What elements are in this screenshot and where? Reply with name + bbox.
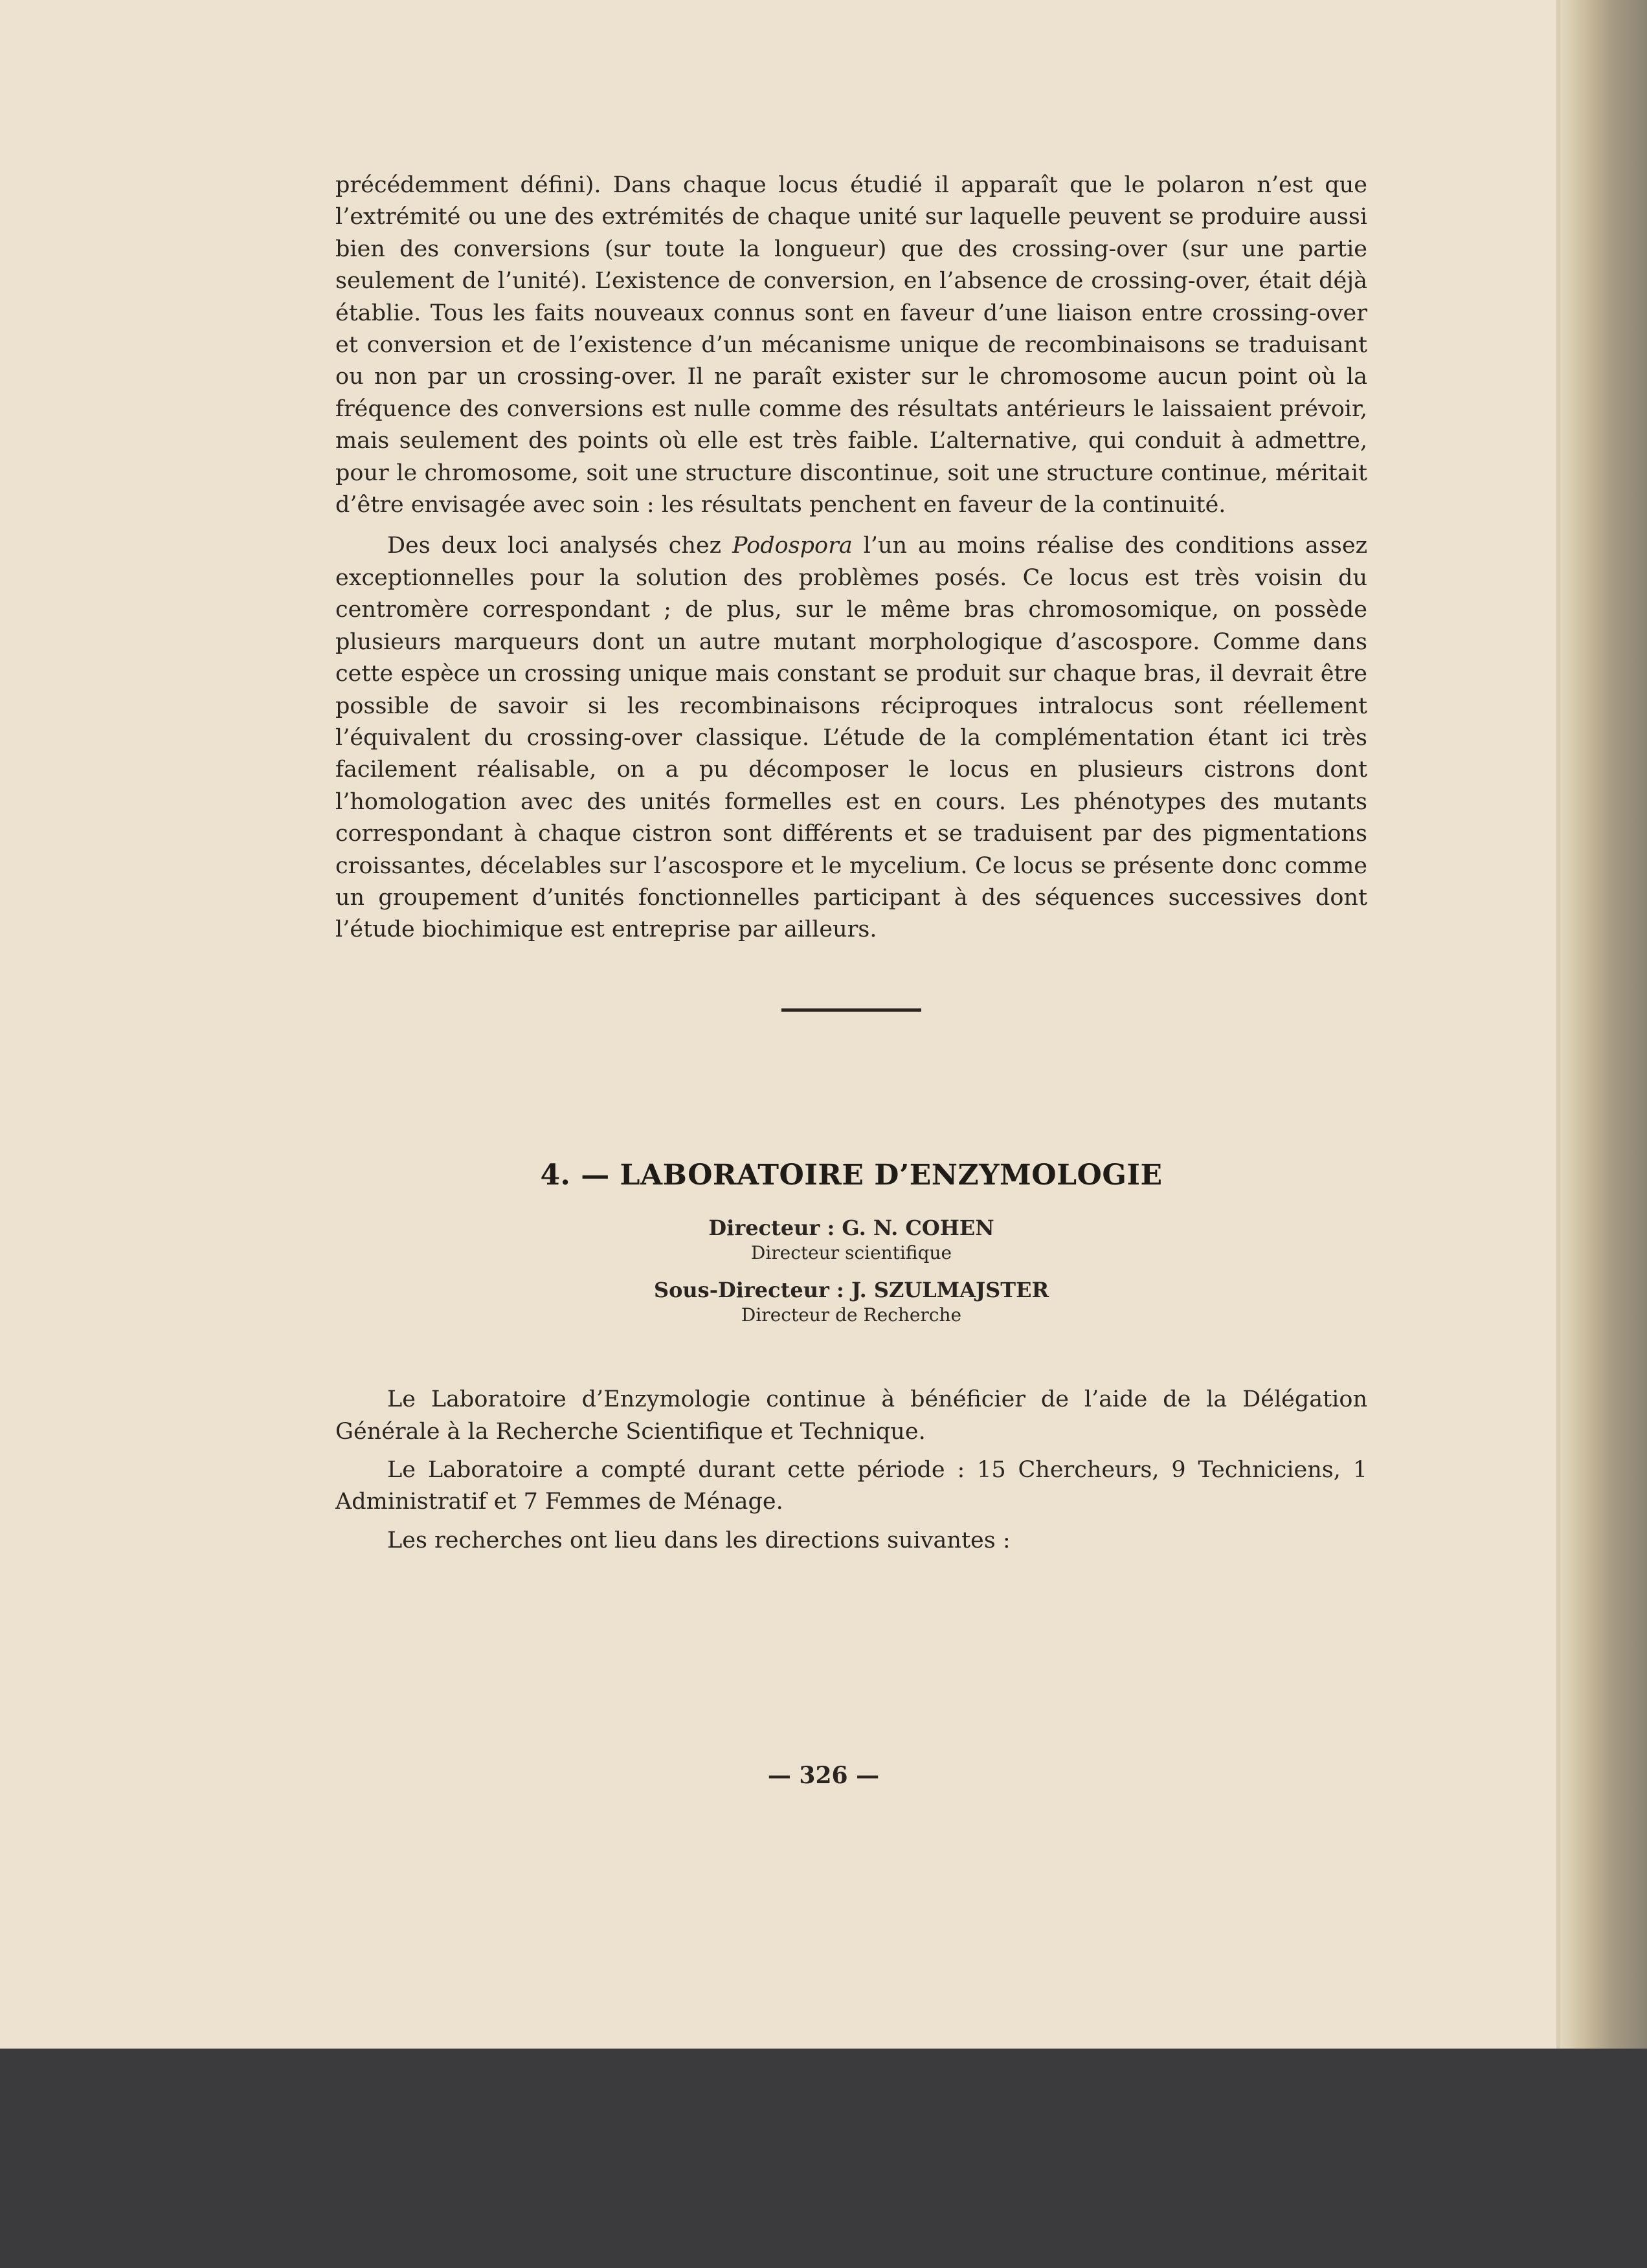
director-line: Directeur : G. N. COHEN — [708, 1216, 994, 1241]
genus-name-italic: Podospora — [732, 533, 853, 559]
paragraph-podospora-start: Des deux loci analysés chez — [387, 533, 732, 559]
paragraph-staff-count: Le Laboratoire a compté durant cette période : 15 Chercheurs, 9 Techniciens, 1 Administratif et 7 Femmes de Ménage. — [335, 1456, 1367, 1515]
sub-director-role: Directeur de Recherche — [741, 1304, 962, 1326]
page-edge — [1556, 0, 1560, 2049]
staff-block — [335, 1214, 1367, 1327]
paragraph-funding: Le Laboratoire d’Enzymologie continue à bénéficier de l’aide de la Délégation Générale à la Recherche Scientifique et Technique. — [335, 1386, 1367, 1445]
paragraph-directions: Les recherches ont lieu dans les directions suivantes : — [387, 1527, 1011, 1553]
book-gutter-shadow — [1556, 0, 1647, 2049]
director-role: Directeur scientifique — [750, 1242, 952, 1264]
paragraph-podospora — [335, 530, 1367, 946]
scanner-background — [0, 2049, 1647, 2268]
section-title: 4. — LABORATOIRE D’ENZYMOLOGIE — [540, 1158, 1163, 1192]
page-number: — 326 — — [767, 1762, 880, 1789]
paragraph-podospora-rest: l’un au moins réalise des conditions assez exceptionnelles pour la solution des problèmes posés. Ce locus est très voisin du centromère correspondant ; de plus, sur le même bras chromosomique, on possède plusieurs marqueurs dont un autre mutant morphologique d’ascospore. Comme dans cette espèce un crossing unique mais constant se produit sur chaque bras, il devrait être possible de savoir si les recombinaisons réciproques intralocus sont réellement l’équivalent du crossing-over classique. L’étude de la complémentation étant ici très facilement réalisable, on a pu décomposer le locus en plusieurs cistrons dont l’homologation avec des unités formelles est en cours. Les phénotypes des mutants correspondant à chaque cistron sont différents et se traduisent par des pigmentations croissantes, décelables sur l’ascospore et le mycelium. Ce locus se présente donc comme un groupement d’unités fonctionnelles participant à des séquences successives dont l’étude biochimique est entreprise par ailleurs. — [335, 533, 1368, 943]
page-body — [335, 170, 1367, 1557]
section-divider-rule — [781, 1008, 921, 1012]
paragraph-polaron: précédemment défini). Dans chaque locus étudié il apparaît que le polaron n’est que l’extrémité ou une des extrémités de chaque unité sur laquelle peuvent se produire aussi bien des conversions (sur toute la longueur) que des crossing-over (sur une partie seulement de l’unité). L’existence de conversion, en l’absence de crossing-over, était déjà établie. Tous les faits nouveaux connus sont en faveur d’une liaison entre crossing-over et conversion et de l’existence d’un mécanisme unique de recombinaisons se traduisant ou non par un crossing-over. Il ne paraît exister sur le chromosome aucun point où la fréquence des conversions est nulle comme des résultats antérieurs le laissaient prévoir, mais seulement des points où elle est très faible. L’alternative, qui conduit à admettre, pour le chromosome, soit une structure discontinue, soit une structure continue, méritait d’être envisagée avec soin : les résultats penchent en faveur de la continuité. — [335, 172, 1367, 518]
sub-director-line: Sous-Directeur : J. SZULMAJSTER — [653, 1278, 1049, 1303]
section-intro — [335, 1384, 1367, 1557]
